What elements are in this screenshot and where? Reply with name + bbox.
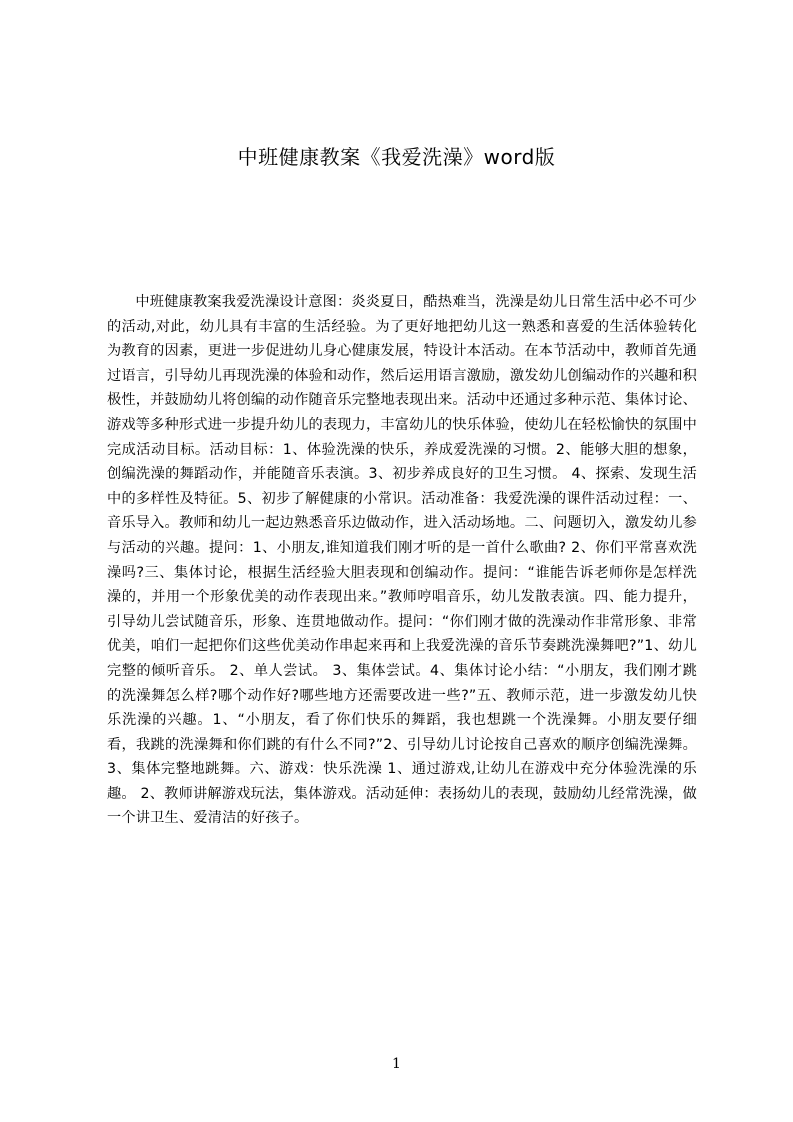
document-title: 中班健康教案《我爱洗澡》word版 bbox=[237, 145, 556, 169]
page-number: 1 bbox=[392, 1056, 401, 1072]
body-container bbox=[107, 290, 697, 831]
body-paragraph: 中班健康教案我爱洗澡设计意图：炎炎夏日，酷热难当，洗澡是幼儿日常生活中必不可少的活动,对此，幼儿具有丰富的生活经验。为了更好地把幼儿这一熟悉和喜爱的生活体验转化为教育的因素，更进一步促进幼儿身心健康发展，特设计本活动。在本节活动中，教师首先通过语言，引导幼儿再现洗澡的体验和动作，然后运用语言激励，激发幼儿创编动作的兴趣和积极性，并鼓励幼儿将创编的动作随音乐完整地表现出来。活动中还通过多种示范、集体讨论、游戏等多种形式进一步提升幼儿的表现力，丰富幼儿的快乐体验，使幼儿在轻松愉快的氛围中完成活动目标。活动目标：1、体验洗澡的快乐，养成爱洗澡的习惯。2、能够大胆的想象，创编洗澡的舞蹈动作，并能随音乐表演。3、初步养成良好的卫生习惯。 4、探索、发现生活中的多样性及特征。5、初步了解健康的小常识。活动准备：我爱洗澡的课件活动过程：一、音乐导入。教师和幼儿一起边熟悉音乐边做动作，进入活动场地。二、问题切入，激发幼儿参与活动的兴趣。提问：1、小朋友,谁知道我们刚才听的是一首什么歌曲? 2、你们平常喜欢洗澡吗?三、集体讨论，根据生活经验大胆表现和创编动作。提问：“谁能告诉老师你是怎样洗澡的，并用一个形象优美的动作表现出来。”教师哼唱音乐，幼儿发散表演。四、能力提升，引导幼儿尝试随音乐，形象、连贯地做动作。提问：“你们刚才做的洗澡动作非常形象、非常优美，咱们一起把你们这些优美动作串起来再和上我爱洗澡的音乐节奏跳洗澡舞吧?”1、幼儿完整的倾听音乐。 2、单人尝试。 3、集体尝试。4、集体讨论小结：“小朋友，我们刚才跳的洗澡舞怎么样?哪个动作好?哪些地方还需要改进一些?”五、教师示范，进一步激发幼儿快乐洗澡的兴趣。1、“小朋友，看了你们快乐的舞蹈，我也想跳一个洗澡舞。小朋友要仔细看，我跳的洗澡舞和你们跳的有什么不同?”2、引导幼儿讨论按自己喜欢的顺序创编洗澡舞。3、集体完整地跳舞。六、游戏：快乐洗澡 1、通过游戏,让幼儿在游戏中充分体验洗澡的乐趣。 2、教师讲解游戏玩法，集体游戏。活动延伸：表扬幼儿的表现，鼓励幼儿经常洗澡，做一个讲卫生、爱清洁的好孩子。 bbox=[107, 294, 697, 827]
